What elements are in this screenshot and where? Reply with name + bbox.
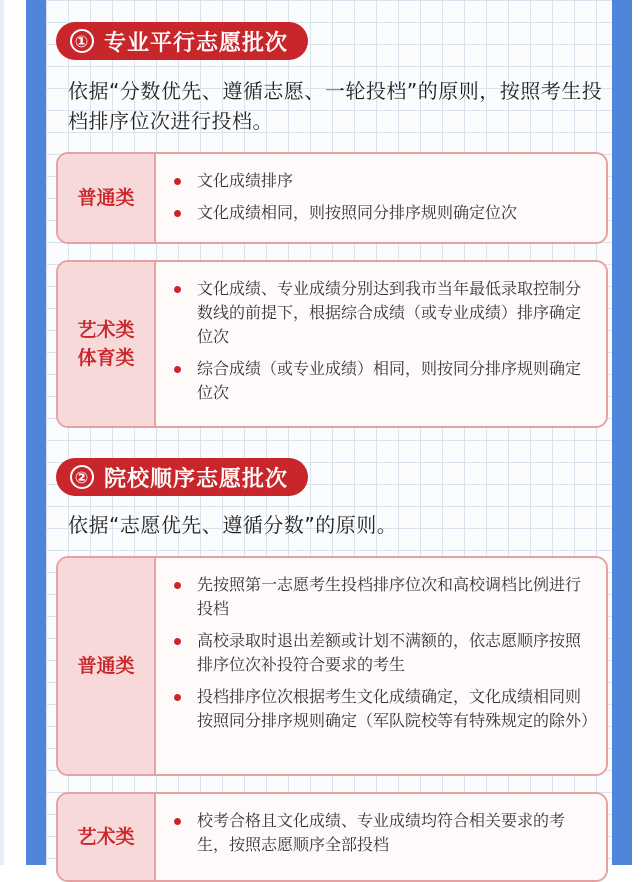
card-label: 普通类 bbox=[58, 558, 156, 774]
list-item bbox=[174, 573, 592, 621]
item-text: 文化成绩相同，则按照同分排序规则确定位次 bbox=[197, 203, 518, 222]
card-items bbox=[156, 262, 606, 426]
item-text: 校考合格且文化成绩、专业成绩均符合相关要求的考生，按照志愿顺序全部投档 bbox=[197, 811, 566, 854]
item-text: 先按照第一志愿考生投档排序位次和高校调档比例进行投档 bbox=[197, 575, 582, 618]
bullet-icon bbox=[174, 178, 181, 185]
section-1-heading bbox=[56, 22, 308, 60]
section-2-card-general bbox=[56, 556, 608, 776]
bullet-icon bbox=[174, 210, 181, 217]
left-blue-border bbox=[26, 0, 46, 865]
card-label: 艺术类 bbox=[58, 794, 156, 880]
list-item bbox=[174, 685, 598, 733]
item-text: 文化成绩排序 bbox=[197, 171, 294, 190]
card-items bbox=[156, 154, 606, 242]
bullet-icon bbox=[174, 366, 181, 373]
list-item bbox=[174, 809, 592, 857]
section-1-card-art-sports bbox=[56, 260, 608, 428]
card-items bbox=[156, 558, 606, 774]
section-1-intro: 依据“分数优先、遵循志愿、一轮投档”的原则，按照考生投档排序位次进行投档。 bbox=[68, 79, 603, 133]
card-label: 普通类 bbox=[58, 154, 156, 242]
bullet-icon bbox=[174, 818, 181, 825]
number-badge: ① bbox=[70, 29, 94, 53]
bullet-icon bbox=[174, 286, 181, 293]
right-blue-border bbox=[612, 0, 632, 865]
item-text: 综合成绩（或专业成绩）相同，则按同分排序规则确定位次 bbox=[197, 359, 582, 402]
bullet-icon bbox=[174, 582, 181, 589]
list-item bbox=[174, 629, 592, 677]
list-item bbox=[174, 277, 592, 349]
list-item bbox=[174, 169, 592, 193]
number-badge: ② bbox=[70, 465, 94, 489]
list-item bbox=[174, 201, 592, 225]
section-2-intro: 依据“志愿优先、遵循分数”的原则。 bbox=[68, 513, 398, 537]
left-margin bbox=[0, 0, 4, 865]
card-items bbox=[156, 794, 606, 880]
section-2-title: 院校顺序志愿批次 bbox=[104, 466, 289, 492]
section-2-card-art bbox=[56, 792, 608, 882]
section-1-card-general bbox=[56, 152, 608, 244]
grid-paper bbox=[46, 0, 612, 865]
item-text: 高校录取时退出差额或计划不满额的，依志愿顺序按照排序位次补投符合要求的考生 bbox=[197, 631, 582, 674]
item-text: 文化成绩、专业成绩分别达到我市当年最低录取控制分数线的前提下，根据综合成绩（或专业成绩）排序确定位次 bbox=[197, 279, 582, 346]
card-label: 艺术类 体育类 bbox=[58, 262, 156, 426]
bullet-icon bbox=[174, 638, 181, 645]
section-1-title: 专业平行志愿批次 bbox=[104, 30, 289, 56]
item-text: 投档排序位次根据考生文化成绩确定，文化成绩相同则按照同分排序规则确定（军队院校等有特殊规定的除外） bbox=[197, 687, 598, 730]
bullet-icon bbox=[174, 694, 181, 701]
list-item bbox=[174, 357, 592, 405]
section-2-heading bbox=[56, 458, 308, 496]
